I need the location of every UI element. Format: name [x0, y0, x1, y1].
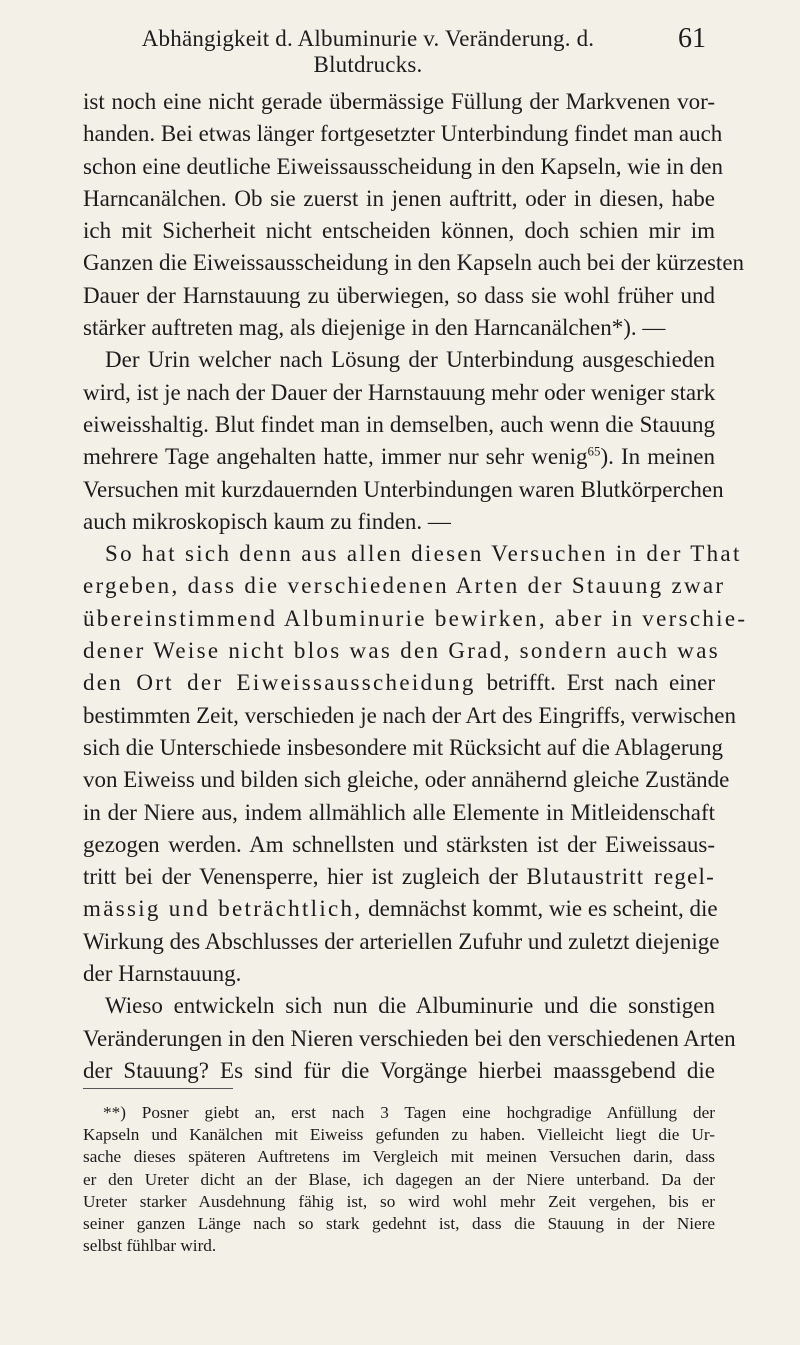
footnote-line: selbst fühlbar wird. — [83, 1236, 217, 1256]
page-number: 61 — [678, 23, 706, 54]
text-line: Ganzen die Eiweissausscheidung in den Kapseln auch bei der kürzesten — [83, 250, 745, 276]
text-line: bestimmten Zeit, verschieden je nach der Art des Eingriffs, verwischen — [83, 702, 736, 728]
footnote-line: sache dieses späteren Auftretens im Vergleich mit meinen Versuchen darin, dass — [83, 1147, 715, 1167]
text-line-spaced: ergeben, dass die verschiedenen Arten der Stauung zwar — [83, 573, 726, 599]
running-title: Abhängigkeit d. Albuminurie v. Veränderung. d. Blutdrucks. — [141, 26, 595, 77]
text-line: in der Niere aus, indem allmählich alle Elemente in Mitleidenschaft — [83, 799, 715, 825]
text-line-spaced: So hat sich denn aus allen diesen Versuchen in der That — [105, 541, 742, 567]
text-line: Der Urin welcher nach Lösung der Unterbindung ausgeschieden — [105, 347, 715, 373]
text-line: sich die Unterschiede insbesondere mit Rücksicht auf die Ablagerung — [83, 734, 723, 760]
text-fragment: betrifft. Erst nach einer — [486, 670, 716, 696]
text-line: Harncanälchen. Ob sie zuerst in jenen auftritt, oder in diesen, habe — [83, 185, 715, 211]
text-line: auch mikroskopisch kaum zu finden. — — [83, 508, 451, 534]
footnote-divider — [83, 1088, 233, 1089]
spaced-text: den Ort der Eiweissausscheidung — [83, 670, 476, 696]
text-line — [83, 861, 715, 893]
text-line — [83, 893, 718, 925]
text-line-spaced: übereinstimmend Albuminurie bewirken, aber in verschie- — [83, 605, 748, 631]
text-line — [83, 667, 715, 699]
spaced-text: Blutaustritt regel- — [526, 864, 715, 890]
text-line: Veränderungen in den Nieren verschieden bei den verschiedenen Arten — [83, 1025, 736, 1051]
text-line: schon eine deutliche Eiweissausscheidung in den Kapseln, wie in den — [83, 153, 724, 179]
text-fragment: ). In meinen — [600, 444, 715, 470]
footnote-reference: 65 — [587, 443, 601, 459]
running-head — [88, 23, 706, 77]
spaced-text: mässig und beträchtlich, — [83, 896, 363, 922]
text-line — [83, 441, 715, 473]
text-line: stärker auftreten mag, als diejenige in den Harncanälchen*). — — [83, 315, 666, 341]
text-line: Wieso entwickeln sich nun die Albuminurie und die sonstigen — [105, 993, 715, 1019]
footnote-line: seiner ganzen Länge nach so stark gedehnt ist, dass die Stauung in der Niere — [83, 1213, 715, 1233]
text-line: von Eiweiss und bilden sich gleiche, oder annähernd gleiche Zustände — [83, 767, 730, 793]
text-line: Dauer der Harnstauung zu überwiegen, so dass sie wohl früher und — [83, 282, 715, 308]
text-line: ist noch eine nicht gerade übermässige Füllung der Markvenen vor- — [83, 89, 715, 114]
text-line: der Harnstauung. — [83, 961, 242, 987]
text-line: Wirkung des Abschlusses der arteriellen Zufuhr und zuletzt diejenige — [83, 928, 720, 954]
text-fragment: demnächst kommt, wie es scheint, die — [368, 896, 718, 922]
footnote-line: Kapseln und Kanälchen mit Eiweiss gefunden zu haben. Vielleicht liegt die Ur- — [83, 1125, 715, 1145]
text-line: handen. Bei etwas länger fortgesetzter Unterbindung findet man auch — [83, 121, 723, 147]
text-line: wird, ist je nach der Dauer der Harnstauung mehr oder weniger stark — [83, 379, 716, 405]
text-line: Versuchen mit kurzdauernden Unterbindungen waren Blutkörperchen — [83, 476, 724, 502]
text-fragment: tritt bei der Venensperre, hier ist zugleich der — [83, 864, 518, 890]
text-line: eiweisshaltig. Blut findet man in demselben, auch wenn die Stauung — [83, 411, 715, 437]
footnote-line: er den Ureter dicht an der Blase, ich dagegen an der Niere unterband. Da der — [83, 1169, 715, 1189]
text-line: der Stauung? Es sind für die Vorgänge hierbei maassgebend die — [83, 1057, 715, 1083]
text-fragment: mehrere Tage angehalten hatte, immer nur sehr wenig — [83, 444, 588, 470]
text-line: gezogen werden. Am schnellsten und stärksten ist der Eiweissaus- — [83, 831, 715, 857]
footnote-line: Ureter starker Ausdehnung fähig ist, so wird wohl mehr Zeit vergehen, bis er — [83, 1191, 715, 1211]
text-line: ich mit Sicherheit nicht entscheiden können, doch schien mir im — [83, 218, 715, 244]
body-text — [83, 86, 748, 1087]
footnote — [83, 1102, 715, 1257]
text-line-spaced: dener Weise nicht blos was den Grad, sondern auch was — [83, 638, 720, 664]
footnote-line: **) Posner giebt an, erst nach 3 Tagen eine hochgradige Anfüllung der — [103, 1103, 715, 1122]
